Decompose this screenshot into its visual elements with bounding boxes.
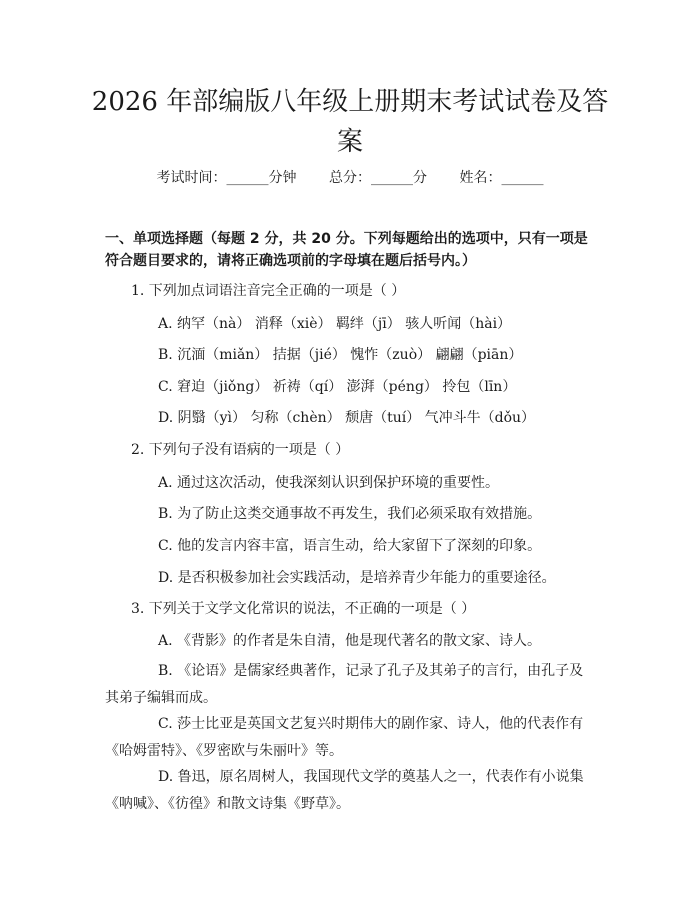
question-3-option-d: D. 鲁迅，原名周树人，我国现代文学的奠基人之一，代表作有小说集《呐喊》、《彷徨》和散文诗集《野草》。 [105, 769, 584, 812]
total-score-field: 总分：______分 [329, 170, 427, 186]
question-1-option-d: D. 阴翳（yì） 匀称（chèn） 颓唐（tuí） 气冲斗牛（dǒu） [158, 410, 536, 426]
student-name-field: 姓名：______ [459, 170, 544, 186]
exam-time-field: 考试时间：______分钟 [156, 170, 297, 186]
question-2-stem: 2. 下列句子没有语病的一项是（ ） [131, 442, 350, 458]
question-1-option-c: C. 窘迫（jiǒng） 祈祷（qí） 澎湃（péng） 拎包（līn） [158, 379, 517, 395]
question-3-option-b: B. 《论语》是儒家经典著作，记录了孔子及其弟子的言行，由孔子及其弟子编辑而成。 [105, 663, 584, 706]
page-title-line-1: 2026 年部编版八年级上册期末考试试卷及答 [91, 87, 609, 117]
question-2-option-a: A. 通过这次活动，使我深刻认识到保护环境的重要性。 [158, 475, 500, 491]
page-title-line-2: 案 [336, 127, 363, 157]
question-3-option-c: C. 莎士比亚是英国文艺复兴时期伟大的剧作家、诗人，他的代表作有《哈姆雷特》、《罗密欧与朱丽叶》等。 [105, 716, 584, 759]
question-3-option-a: A. 《背影》的作者是朱自清，他是现代著名的散文家、诗人。 [158, 633, 542, 649]
question-2-option-c: C. 他的发言内容丰富，语言生动，给大家留下了深刻的印象。 [158, 538, 542, 554]
question-2-option-b: B. 为了防止这类交通事故不再发生，我们必须采取有效措施。 [158, 506, 542, 522]
question-1-option-b: B. 沉湎（miǎn） 拮据（jié） 愧怍（zuò） 翩翩（piān） [158, 347, 523, 363]
exam-info [0, 168, 700, 188]
question-2-option-d: D. 是否积极参加社会实践活动，是培养青少年能力的重要途径。 [158, 570, 556, 586]
page-title [0, 82, 700, 162]
question-3-stem: 3. 下列关于文学文化常识的说法，不正确的一项是（ ） [131, 601, 476, 617]
question-1-stem: 1. 下列加点词语注音完全正确的一项是（ ） [131, 283, 406, 299]
question-1-option-a: A. 纳罕（nà） 消释（xiè） 羁绊（jī） 骇人听闻（hài） [158, 316, 512, 332]
section-heading: 一、单项选择题（每题 2 分，共 20 分。下列每题给出的选项中，只有一项是符合题目要求的，请将正确选项前的字母填在题后括号内。） [105, 231, 588, 269]
